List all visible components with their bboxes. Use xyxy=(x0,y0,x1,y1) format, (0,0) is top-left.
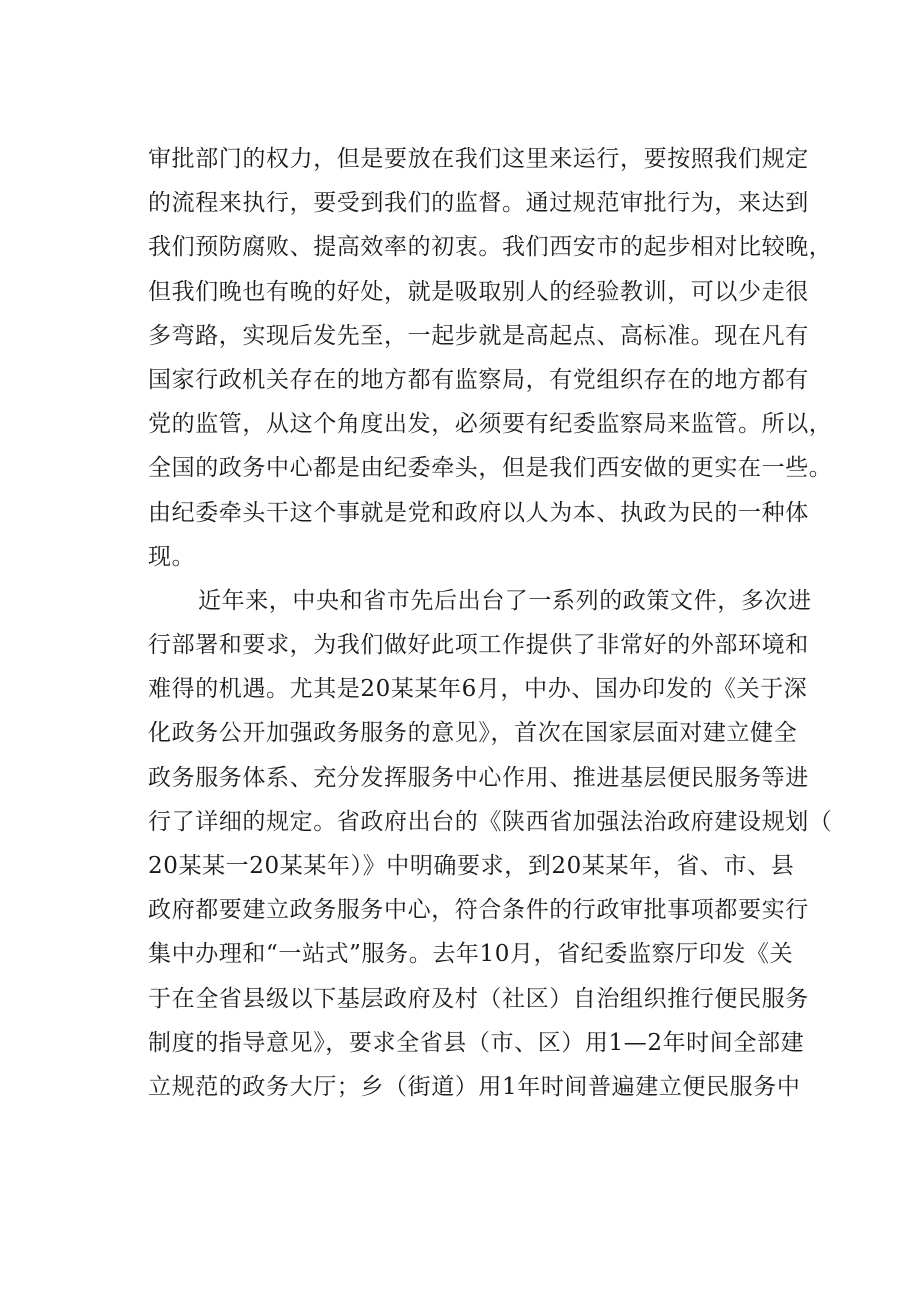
text-line: 我们预防腐败、提高效率的初衷。我们西安市的起步相对比较晚， xyxy=(148,234,833,261)
text-line: 党的监管，从这个角度出发，必须要有纪委监察局来监管。所以， xyxy=(148,411,833,438)
text-line: 近年来，中央和省市先后出台了一系列的政策文件，多次进 xyxy=(198,587,812,614)
text-line: 现。 xyxy=(148,543,196,570)
text-line: 难得的机遇。尤其是20某某年6月，中办、国办印发的《关于深 xyxy=(148,676,808,703)
text-line: 审批部门的权力，但是要放在我们这里来运行，要按照我们规定 xyxy=(148,146,809,172)
text-line: 于在全省县级以下基层政府及村（社区）自治组织推行便民服务 xyxy=(148,985,809,1012)
paragraph-2 xyxy=(148,579,833,1109)
text-line: 由纪委牵头干这个事就是党和政府以人为本、执政为民的一种体 xyxy=(148,499,809,526)
text-line: 但我们晚也有晚的好处，就是吸取别人的经验教训，可以少走很 xyxy=(148,278,809,305)
text-line: 的流程来执行，要受到我们的监督。通过规范审批行为，来达到 xyxy=(148,190,809,217)
text-line: 制度的指导意见》，要求全省县（市、区）用1—2年时间全部建 xyxy=(148,1029,805,1056)
text-line: 化政务公开加强政务服务的意见》，首次在国家层面对建立健全 xyxy=(148,720,798,747)
text-line: 行了详细的规定。省政府出台的《陕西省加强法治政府建设规划（ xyxy=(148,808,833,835)
text-line: 多弯路，实现后发先至，一起步就是高起点、高标准。现在凡有 xyxy=(148,322,809,349)
text-line: 立规范的政务大厅；乡（街道）用1年时间普遍建立便民服务中 xyxy=(148,1073,801,1100)
body-text xyxy=(148,137,833,1109)
text-line: 全国的政务中心都是由纪委牵头，但是我们西安做的更实在一些。 xyxy=(148,455,833,482)
text-line: 国家行政机关存在的地方都有监察局，有党组织存在的地方都有 xyxy=(148,366,809,393)
text-line: 行部署和要求，为我们做好此项工作提供了非常好的外部环境和 xyxy=(148,632,809,659)
text-line: 集中办理和“一站式”服务。去年10月，省纪委监察厅印发《关 xyxy=(148,941,794,968)
text-line: 政务服务体系、充分发挥服务中心作用、推进基层便民服务等进 xyxy=(148,764,809,791)
paragraph-1 xyxy=(148,137,833,579)
text-line: 政府都要建立政务服务中心，符合条件的行政审批事项都要实行 xyxy=(148,897,809,924)
text-line: 20某某一20某某年）》中明确要求，到20某某年，省、市、县 xyxy=(148,853,795,879)
